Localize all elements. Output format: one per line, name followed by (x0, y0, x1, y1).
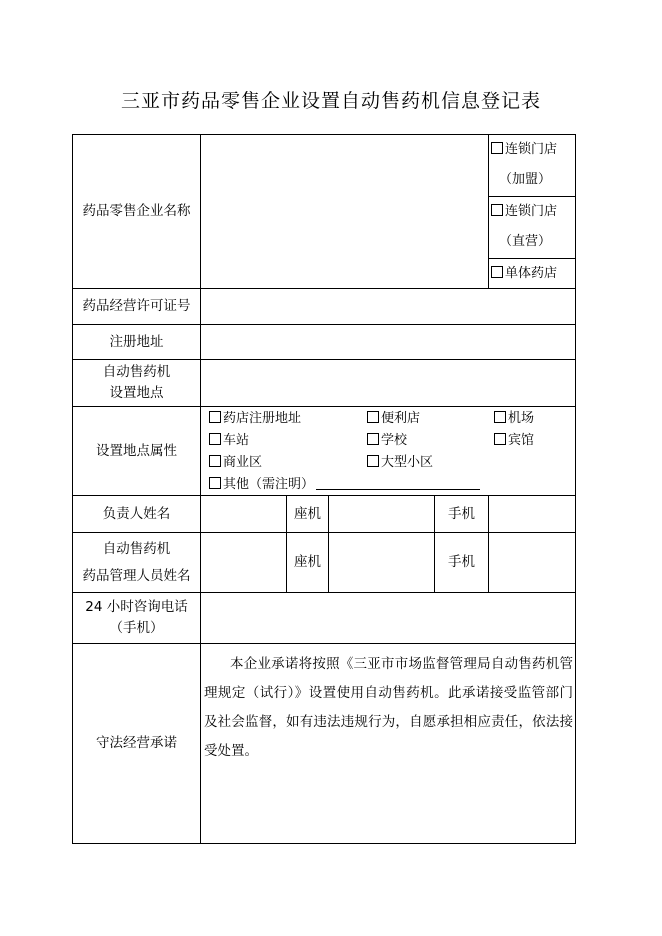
hotline-label: 24 小时咨询电话 （手机） (73, 593, 201, 644)
checkbox-icon[interactable] (491, 266, 503, 278)
commitment-text: 本企业承诺将按照《三亚市市场监督管理局自动售药机管理规定（试行）》设置使用自动售药机。此承诺接受监管部门及社会监督，如有违法违规行为，自愿承担相应责任，依法接受处置。 (204, 656, 573, 759)
manager-landline-field[interactable] (329, 496, 435, 533)
address-field[interactable] (201, 325, 576, 360)
staff-label: 自动售药机 药品管理人员姓名 (73, 533, 201, 593)
staff-landline-field[interactable] (329, 533, 435, 593)
registration-form (72, 134, 576, 844)
checkbox-icon[interactable] (367, 455, 379, 467)
enterprise-name-label: 药品零售企业名称 (73, 135, 201, 289)
attr-option-other[interactable]: 其他（需注明） (209, 475, 574, 495)
staff-landline-label: 座机 (287, 533, 329, 593)
store-type-single[interactable]: 单体药店 (489, 259, 575, 288)
manager-label: 负责人姓名 (73, 496, 201, 533)
commitment-label: 守法经营承诺 (73, 644, 201, 844)
store-type-chain-direct[interactable]: 连锁门店 （直营） (489, 197, 575, 259)
attr-options (201, 407, 575, 495)
checkbox-icon[interactable] (367, 411, 379, 423)
staff-name-field[interactable] (201, 533, 287, 593)
checkbox-icon[interactable] (209, 455, 221, 467)
attr-option[interactable]: 机场 (494, 409, 574, 429)
location-field[interactable] (201, 360, 576, 407)
attr-option[interactable]: 大型小区 (367, 453, 494, 473)
attr-option[interactable]: 药店注册地址 (209, 409, 367, 429)
checkbox-icon[interactable] (491, 142, 503, 154)
checkbox-icon[interactable] (491, 204, 503, 216)
manager-mobile-label: 手机 (435, 496, 489, 533)
staff-mobile-field[interactable] (489, 533, 576, 593)
checkbox-icon[interactable] (209, 411, 221, 423)
attr-option[interactable]: 宾馆 (494, 431, 574, 451)
checkbox-icon[interactable] (494, 411, 506, 423)
attr-option[interactable]: 学校 (367, 431, 494, 451)
hotline-field[interactable] (201, 593, 576, 644)
checkbox-icon[interactable] (209, 433, 221, 445)
checkbox-icon[interactable] (494, 433, 506, 445)
staff-mobile-label: 手机 (435, 533, 489, 593)
checkbox-icon[interactable] (209, 477, 221, 489)
manager-name-field[interactable] (201, 496, 287, 533)
license-label: 药品经营许可证号 (73, 289, 201, 325)
address-label: 注册地址 (73, 325, 201, 360)
attr-option[interactable]: 便利店 (367, 409, 494, 429)
license-field[interactable] (201, 289, 576, 325)
manager-mobile-field[interactable] (489, 496, 576, 533)
location-label: 自动售药机 设置地点 (73, 360, 201, 407)
attr-label: 设置地点属性 (73, 407, 201, 496)
checkbox-icon[interactable] (367, 433, 379, 445)
attr-option[interactable]: 车站 (209, 431, 367, 451)
manager-landline-label: 座机 (287, 496, 329, 533)
other-note-line[interactable] (316, 475, 480, 490)
store-type-chain-franchise[interactable]: 连锁门店 （加盟） (489, 135, 575, 197)
attr-option[interactable]: 商业区 (209, 453, 367, 473)
enterprise-name-field[interactable] (201, 135, 489, 289)
form-title: 三亚市药品零售企业设置自动售药机信息登记表 (120, 90, 541, 112)
